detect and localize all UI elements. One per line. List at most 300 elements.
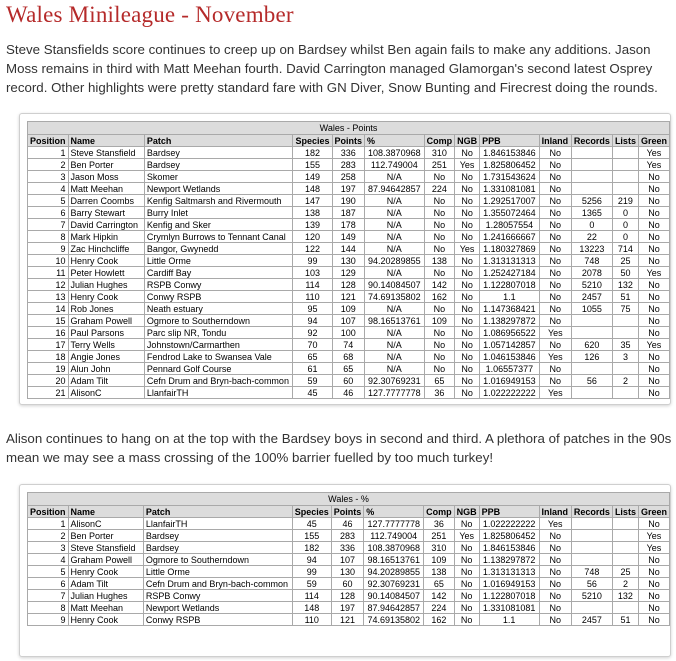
column-header: Inland [539,135,571,147]
table-cell: 127.7777778 [364,518,424,530]
table-cell: 8 [28,602,69,614]
table-cell: 51 [612,614,638,626]
table-cell: No [539,279,571,291]
table-cell: 94.20289855 [365,255,425,267]
table-cell: 130 [332,255,365,267]
table-cell: No [539,375,571,387]
table-cell: 1 [28,147,69,159]
table-cell: Parc slip NR, Tondu [144,327,293,339]
table-cell: 112.749004 [365,159,425,171]
table-cell: Kenfig Saltmarsh and Rivermouth [144,195,293,207]
table-cell: Yes [638,339,669,351]
table-cell: No [539,147,571,159]
table-cell: No [638,602,669,614]
table-cell: 2 [612,578,638,590]
table-cell: 5256 [571,195,612,207]
table-cell: No [454,614,479,626]
table-cell: 4 [28,554,69,566]
table-cell: Zac Hinchcliffe [68,243,144,255]
table-cell: Steve Stansfield [68,147,144,159]
table-cell: 46 [332,387,365,399]
table-cell: 224 [424,183,455,195]
intro-paragraph: Steve Stansfields score continues to creep up on Bardsey whilst Ben again fails to make any additions. Jason Moss remains in third with Matt Meehan fourth. David Carrington managed Glamorgan's second latest Osprey record. Other highlights were pretty standard fare with GN Diver, Snow Bunting and Firecrest doing the rounds. [6,42,658,95]
table-cell: Yes [539,387,571,399]
table-cell: 1.331081081 [479,602,539,614]
table-cell: Henry Cook [68,614,143,626]
table-cell: N/A [365,327,425,339]
table-cell: Ogmore to Southerndown [144,315,293,327]
table-cell: 1.138297872 [479,554,539,566]
table-cell: No [454,518,479,530]
table-cell: 21 [28,387,69,399]
table-cell: 17 [28,339,69,351]
percent-paragraph: Alison continues to hang on at the top with the Bardsey boys in second and third. A plethora of patches in the 90s mean we may see a mass crossing of the 100% barrier fuelled by too much turkey! [6,431,672,465]
column-header: Lists [612,506,638,518]
table-cell: Yes [638,159,669,171]
table-cell: Cefn Drum and Bryn-bach-common [144,375,293,387]
table-cell: 2078 [571,267,612,279]
table-cell: 74.69135802 [365,291,425,303]
table-cell: Kenfig and Sker [144,219,293,231]
table-cell: Conwy RSPB [144,291,293,303]
table-cell: 107 [332,315,365,327]
table-cell: Steve Stansfield [68,542,143,554]
table-cell: 18 [28,351,69,363]
table-row [28,171,670,183]
table-cell: 109 [332,303,365,315]
table-cell: 1.06557377 [480,363,540,375]
table-cell: 310 [424,542,455,554]
table-cell: No [638,291,669,303]
table-row [28,590,670,602]
table-cell: N/A [365,219,425,231]
column-header: Records [571,135,612,147]
table-cell: Cefn Drum and Bryn-bach-common [143,578,292,590]
table-cell: 122 [293,243,332,255]
table-cell: Little Orme [143,566,292,578]
table-cell: 132 [612,590,638,602]
column-header: Green [638,506,669,518]
table-cell: No [638,279,669,291]
table-cell: 1.252427184 [480,267,540,279]
table-cell [612,363,638,375]
table-cell: 1.846153846 [480,147,540,159]
table-cell: No [455,327,480,339]
table-cell: 99 [293,255,332,267]
table-cell: 3 [612,351,638,363]
table-cell: No [424,267,455,279]
table-cell: 5210 [571,590,612,602]
table-cell: No [539,566,571,578]
table-cell: AlisonC [68,387,144,399]
table-cell: 251 [424,159,455,171]
points-table-image [19,113,671,405]
table-cell: No [454,566,479,578]
table-cell: No [638,255,669,267]
table-cell: No [638,590,669,602]
table-cell: 182 [293,147,332,159]
table-cell [571,171,612,183]
table-caption: Wales - Points [28,122,670,135]
table-cell: 0 [612,219,638,231]
table-cell [612,147,638,159]
table-cell: 1.331081081 [480,183,540,195]
table-cell: 1.313131313 [479,566,539,578]
table-cell: Alun John [68,363,144,375]
table-cell: 336 [332,147,365,159]
table-cell: 128 [331,590,364,602]
table-cell: No [455,171,480,183]
table-cell: No [455,387,480,399]
table-cell: 4 [28,183,69,195]
table-cell: No [638,566,669,578]
table-cell: 95 [293,303,332,315]
table-cell: 1.846153846 [479,542,539,554]
table-cell: 16 [28,327,69,339]
table-cell: 20 [28,375,69,387]
table-cell: 59 [293,375,332,387]
table-cell: No [424,219,455,231]
table-cell: No [638,315,669,327]
page-title: Wales Minileague - November [6,2,294,27]
table-row [28,327,670,339]
table-cell: 1.1 [479,614,539,626]
table-cell: N/A [365,339,425,351]
table-cell: 162 [424,614,455,626]
table-cell: Yes [455,159,480,171]
table-cell: Yes [539,327,571,339]
table-cell: 7 [28,219,69,231]
table-cell: 748 [571,566,612,578]
table-cell: 142 [424,590,455,602]
table-cell: N/A [365,171,425,183]
table-cell: LlanfairTH [144,387,293,399]
column-header: PPB [479,506,539,518]
table-cell: 197 [332,183,365,195]
table-cell: Henry Cook [68,566,143,578]
table-row [28,279,670,291]
column-header: Points [332,135,365,147]
table-header-row [28,506,670,518]
table-cell: No [638,219,669,231]
table-cell: 1.731543624 [480,171,540,183]
table-cell [612,183,638,195]
table-cell: 90.14084507 [365,279,425,291]
table-cell: Rob Jones [68,303,144,315]
table-header-row [28,135,670,147]
table-cell: 45 [292,518,331,530]
table-cell: 336 [331,542,364,554]
table-cell: Mark Hipkin [68,231,144,243]
table-cell: 87.94642857 [365,183,425,195]
table-cell: Terry Wells [68,339,144,351]
table-cell: No [424,327,455,339]
table-row [28,363,670,375]
table-cell [612,387,638,399]
table-cell: Little Orme [144,255,293,267]
table-cell: No [638,171,669,183]
table-cell: No [455,351,480,363]
table-cell: 147 [293,195,332,207]
table-cell: Barry Stewart [68,207,144,219]
table-cell: Pennard Golf Course [144,363,293,375]
table-cell: 182 [292,542,331,554]
table-cell: 9 [28,243,69,255]
table-cell: 2457 [571,614,612,626]
table-cell [571,554,612,566]
table-row [28,554,670,566]
table-cell: No [638,195,669,207]
table-cell: No [455,363,480,375]
table-cell: No [638,614,669,626]
table-cell: No [455,279,480,291]
table-row [28,219,670,231]
column-header: Inland [539,506,571,518]
column-header: Lists [612,135,638,147]
table-cell: 142 [424,279,455,291]
table-cell: Julian Hughes [68,279,144,291]
table-cell: 1.016949153 [479,578,539,590]
table-row [28,387,670,399]
table-cell: No [455,219,480,231]
table-cell: 75 [612,303,638,315]
table-cell [571,530,612,542]
table-cell: No [424,351,455,363]
table-cell: Paul Parsons [68,327,144,339]
table-cell: 107 [331,554,364,566]
table-cell: 138 [293,207,332,219]
table-cell [571,147,612,159]
table-cell: 2 [28,159,69,171]
table-cell: 5210 [571,279,612,291]
table-cell: No [539,554,571,566]
table-cell: 1.180327869 [480,243,540,255]
table-cell: 68 [332,351,365,363]
table-cell: Burry Inlet [144,207,293,219]
table-cell: 1.057142857 [480,339,540,351]
table-cell: No [638,387,669,399]
table-cell: 36 [424,387,455,399]
table-cell: No [455,207,480,219]
table-cell: 100 [332,327,365,339]
table-cell: Yes [454,530,479,542]
table-cell: No [455,231,480,243]
table-cell: 178 [332,219,365,231]
table-cell: 138 [424,566,455,578]
table-cell: 155 [293,159,332,171]
table-row [28,315,670,327]
table-row [28,195,670,207]
table-cell: No [455,267,480,279]
table-cell: No [539,159,571,171]
table-cell: No [638,578,669,590]
table-cell: Darren Coombs [68,195,144,207]
table-cell [612,542,638,554]
table-cell: Adam Tilt [68,578,143,590]
table-cell: 1.086956522 [480,327,540,339]
table-row [28,518,670,530]
table-cell: 56 [571,375,612,387]
table-cell [571,327,612,339]
table-cell: No [638,183,669,195]
table-cell: No [455,195,480,207]
table-cell: 110 [293,291,332,303]
table-cell: 2 [28,530,69,542]
table-cell: 190 [332,195,365,207]
table-caption: Wales - % [28,493,670,506]
table-row [28,351,670,363]
table-cell: 1055 [571,303,612,315]
table-cell: 13223 [571,243,612,255]
table-cell: No [454,578,479,590]
table-cell: 310 [424,147,455,159]
table-cell: 50 [612,267,638,279]
table-cell: N/A [365,363,425,375]
table-cell: No [539,602,571,614]
table-cell: No [539,530,571,542]
table-cell: Bangor, Gwynedd [144,243,293,255]
table-cell: No [455,255,480,267]
table-cell: Bardsey [144,147,293,159]
table-cell: Conwy RSPB [143,614,292,626]
table-cell: 109 [424,554,455,566]
table-cell: Graham Powell [68,315,144,327]
table-row [28,255,670,267]
table-cell: 92.30769231 [365,375,425,387]
table-cell: Bardsey [144,159,293,171]
table-cell: 283 [331,530,364,542]
table-cell: 90.14084507 [364,590,424,602]
table-cell: No [455,315,480,327]
table-cell: 2457 [571,291,612,303]
table-cell: 12 [28,279,69,291]
table-cell [571,542,612,554]
column-header: Comp [424,506,455,518]
table-row [28,207,670,219]
column-header: % [364,506,424,518]
table-cell: 1.241666667 [480,231,540,243]
table-cell: 15 [28,315,69,327]
table-cell: 162 [424,291,455,303]
column-header: Name [68,506,143,518]
table-cell: 94 [293,315,332,327]
table-row [28,339,670,351]
column-header: PPB [480,135,540,147]
table-cell: 22 [571,231,612,243]
table-cell: 1.1 [480,291,540,303]
table-cell: Angie Jones [68,351,144,363]
table-cell: 1.147368421 [480,303,540,315]
table-cell: No [638,518,669,530]
table-cell: No [539,231,571,243]
table-cell [571,518,612,530]
table-cell: No [454,542,479,554]
table-cell: No [638,363,669,375]
table-cell: 155 [292,530,331,542]
table-cell: RSPB Conwy [143,590,292,602]
table-cell: Ogmore to Southerndown [143,554,292,566]
table-cell: Skomer [144,171,293,183]
column-header: Comp [424,135,455,147]
table-cell: 3 [28,171,69,183]
column-header: Points [331,506,364,518]
column-header: NGB [454,506,479,518]
column-header: Position [28,506,69,518]
table-row [28,231,670,243]
table-cell: 748 [571,255,612,267]
table-cell: 60 [331,578,364,590]
table-cell: Yes [638,530,669,542]
table-cell: 0 [612,207,638,219]
table-cell: Matt Meehan [68,602,143,614]
table-cell: 1.28057554 [480,219,540,231]
table-cell: 7 [28,590,69,602]
table-cell: No [539,183,571,195]
table-cell: No [454,554,479,566]
table-cell: 126 [571,351,612,363]
table-cell: No [638,375,669,387]
table-cell: Yes [539,351,571,363]
table-cell: Bardsey [143,542,292,554]
table-cell: 108.3870968 [364,542,424,554]
table-cell: 120 [293,231,332,243]
table-cell: 5 [28,566,69,578]
table-row [28,243,670,255]
table-cell: 283 [332,159,365,171]
table-cell: 11 [28,267,69,279]
table-cell: No [454,602,479,614]
percent-table [27,492,670,626]
table-cell: No [455,339,480,351]
table-cell: No [638,243,669,255]
table-cell: No [455,375,480,387]
table-cell: 59 [292,578,331,590]
table-row [28,291,670,303]
table-cell: 103 [293,267,332,279]
table-cell: Yes [455,243,480,255]
table-row [28,542,670,554]
table-cell: 130 [331,566,364,578]
table-cell: No [539,171,571,183]
percent-table-image [19,484,671,657]
table-cell: No [638,554,669,566]
table-cell: No [539,267,571,279]
table-cell: 65 [293,351,332,363]
table-cell: N/A [365,303,425,315]
table-cell [612,159,638,171]
table-cell: 70 [293,339,332,351]
table-cell: 94 [292,554,331,566]
table-cell: 99 [292,566,331,578]
table-cell: 620 [571,339,612,351]
table-cell: 714 [612,243,638,255]
table-cell: 121 [331,614,364,626]
table-cell: 1.313131313 [480,255,540,267]
table-cell: 1.138297872 [480,315,540,327]
table-cell: No [424,363,455,375]
table-cell: 1.022222222 [480,387,540,399]
table-cell [612,315,638,327]
table-cell: 98.16513761 [365,315,425,327]
table-cell: 148 [292,602,331,614]
table-cell: 224 [424,602,455,614]
table-cell: 10 [28,255,69,267]
table-cell [571,602,612,614]
column-header: Patch [144,135,293,147]
table-cell: 25 [612,255,638,267]
table-cell [571,387,612,399]
table-cell: 25 [612,566,638,578]
